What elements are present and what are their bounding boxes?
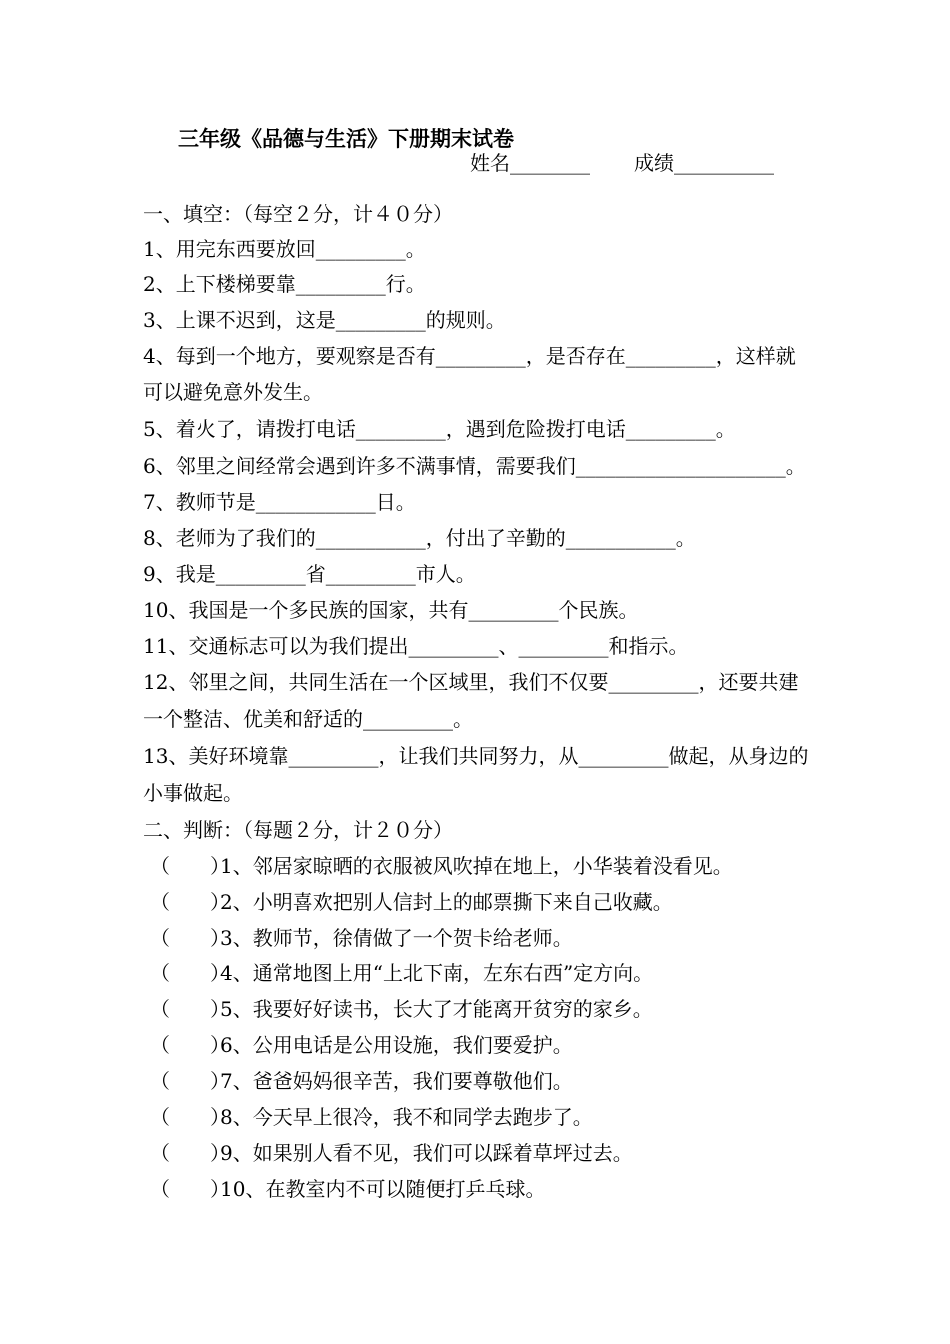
student-info-row — [470, 148, 774, 178]
page-title: 三年级《品德与生活》下册期末试卷 — [178, 126, 514, 151]
judgement-text: 6、公用电话是公用设施，我们要爱护。 — [220, 1033, 573, 1057]
judgement-item — [150, 884, 860, 920]
answer-bracket[interactable]: （ ） — [150, 1177, 230, 1201]
answer-bracket[interactable]: （ ） — [150, 1141, 230, 1165]
answer-bracket[interactable]: （ ） — [150, 890, 230, 914]
name-field: 姓名________ — [470, 151, 590, 175]
section-heading-fill-blank: 一、填空：（每空２分，计４０分） — [143, 202, 453, 226]
question-line: 2、上下楼梯要靠_________行。 — [143, 272, 426, 296]
judgement-text: 10、在教室内不可以随便打乒乓球。 — [220, 1177, 546, 1201]
judgement-item — [150, 991, 860, 1027]
question-line: 1、用完东西要放回_________。 — [143, 237, 426, 261]
question-line: 8、老师为了我们的___________，付出了辛勤的___________。 — [143, 526, 696, 550]
answer-bracket[interactable]: （ ） — [150, 1033, 230, 1057]
judgement-item — [150, 955, 860, 991]
judgement-item — [150, 848, 860, 884]
answer-bracket[interactable]: （ ） — [150, 854, 230, 878]
judgement-item — [150, 1099, 860, 1135]
judgement-item — [150, 1171, 860, 1207]
judgement-item — [150, 1135, 860, 1171]
answer-bracket[interactable]: （ ） — [150, 1069, 230, 1093]
judgement-item — [150, 920, 860, 956]
question-line: 11、交通标志可以为我们提出_________、_________和指示。 — [143, 634, 689, 658]
question-line: 12、邻里之间，共同生活在一个区域里，我们不仅要_________，还要共建 — [143, 670, 799, 694]
question-line: 小事做起。 — [143, 781, 243, 805]
question-line: 4、每到一个地方，要观察是否有_________，是否存在_________，这样就 — [143, 344, 796, 368]
answer-bracket[interactable]: （ ） — [150, 1105, 230, 1129]
judgement-text: 3、教师节，徐倩做了一个贺卡给老师。 — [220, 926, 573, 950]
judgement-text: 9、如果别人看不见，我们可以踩着草坪过去。 — [220, 1141, 633, 1165]
question-line: 3、上课不迟到，这是_________的规则。 — [143, 308, 506, 332]
question-line: 9、我是_________省_________市人。 — [143, 562, 476, 586]
judgement-text: 5、我要好好读书，长大了才能离开贫穷的家乡。 — [220, 997, 653, 1021]
judgement-item — [150, 1063, 860, 1099]
question-line: 7、教师节是____________日。 — [143, 490, 416, 514]
answer-bracket[interactable]: （ ） — [150, 997, 230, 1021]
answer-bracket[interactable]: （ ） — [150, 926, 230, 950]
answer-bracket[interactable]: （ ） — [150, 961, 230, 985]
question-line: 10、我国是一个多民族的国家，共有_________个民族。 — [143, 598, 639, 622]
judgement-item — [150, 1027, 860, 1063]
judgement-text: 8、今天早上很冷，我不和同学去跑步了。 — [220, 1105, 593, 1129]
judgement-text: 4、通常地图上用“上北下南，左东右西”定方向。 — [220, 961, 654, 985]
question-line: 可以避免意外发生。 — [143, 380, 323, 404]
question-line: 5、着火了，请拨打电话_________，遇到危险拨打电话_________。 — [143, 417, 736, 441]
question-line: 13、美好环境靠_________，让我们共同努力，从_________做起，从身边的 — [143, 744, 809, 768]
question-line: 6、邻里之间经常会遇到许多不满事情，需要我们_____________________。 — [143, 454, 806, 478]
section-heading-true-false: 二、判断：（每题２分，计２０分） — [143, 818, 453, 842]
judgement-text: 1、邻居家晾晒的衣服被风吹掉在地上，小华装着没看见。 — [220, 854, 733, 878]
question-line: 一个整洁、优美和舒适的_________。 — [143, 707, 473, 731]
judgement-text: 7、爸爸妈妈很辛苦，我们要尊敬他们。 — [220, 1069, 573, 1093]
score-field: 成绩__________ — [634, 151, 774, 175]
judgement-text: 2、小明喜欢把别人信封上的邮票撕下来自己收藏。 — [220, 890, 673, 914]
